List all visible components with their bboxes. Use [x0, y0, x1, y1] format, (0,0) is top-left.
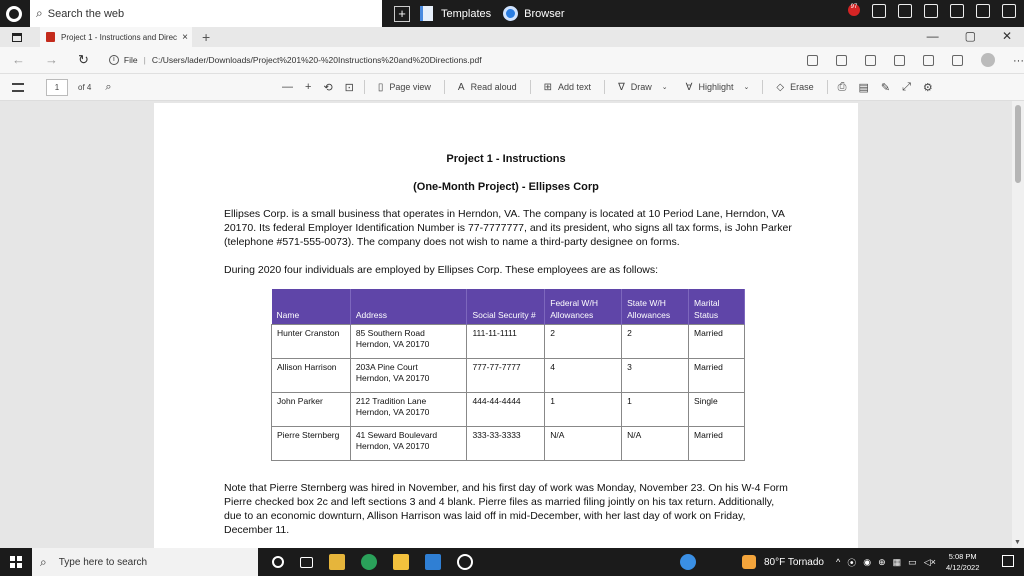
col-federal-wh: Federal W/H Allowances — [545, 289, 622, 324]
pdf-page — [154, 103, 858, 548]
add-button[interactable]: + — [394, 6, 410, 22]
trash-icon[interactable] — [976, 4, 990, 18]
weather-icon — [742, 555, 756, 569]
add-text-button[interactable] — [535, 82, 600, 93]
search-icon: ⌕ — [40, 554, 47, 569]
employee-ssn: 777-77-7777 — [467, 358, 545, 392]
employee-ssn: 444-44-4444 — [467, 392, 545, 426]
tray-chrome-icon[interactable]: ◉ — [863, 556, 872, 567]
toolbar-separator — [530, 80, 531, 94]
employee-state-wh: N/A — [622, 426, 689, 460]
window-menu-icon[interactable] — [12, 33, 22, 42]
table-row — [272, 426, 745, 460]
zoom-in-button[interactable]: + — [305, 81, 312, 93]
favorite-icon[interactable] — [807, 55, 818, 66]
table-of-contents-icon[interactable] — [12, 83, 24, 92]
web-search-box[interactable] — [30, 0, 382, 27]
chevron-up-icon[interactable]: ^ — [836, 557, 841, 567]
employee-address — [350, 358, 467, 392]
task-view-icon[interactable] — [300, 557, 313, 568]
collections-icon[interactable] — [923, 55, 934, 66]
address-icons — [807, 53, 1024, 67]
table-row — [272, 324, 745, 358]
browser-label: Browser — [524, 7, 565, 20]
pdf-icon — [46, 32, 55, 42]
employees-intro: During 2020 four individuals are employed by Ellipses Corp. These employees are as follows: — [224, 264, 659, 276]
page-subtitle: (One-Month Project) - Ellipses Corp — [413, 181, 599, 193]
employee-federal-wh: 1 — [545, 392, 622, 426]
table-row — [272, 358, 745, 392]
info-icon[interactable]: i — [109, 55, 119, 65]
scheme-label: File — [123, 55, 138, 65]
forward-icon[interactable]: → — [45, 52, 58, 67]
erase-button[interactable] — [767, 82, 822, 93]
reading-view-icon[interactable] — [836, 55, 847, 66]
more-icon[interactable]: ··· — [1013, 54, 1024, 67]
tab-close-icon[interactable]: × — [182, 31, 188, 43]
windows-icon — [10, 556, 22, 568]
page-number-input[interactable]: 1 — [46, 79, 68, 96]
add-text-icon: ⊞ — [543, 81, 553, 93]
window-controls — [927, 29, 1012, 43]
help-icon[interactable] — [680, 554, 696, 570]
address-line: Herndon, VA 20170 — [355, 440, 430, 451]
system-tray — [836, 556, 936, 569]
edge-icon[interactable] — [361, 554, 377, 570]
pdf-viewer[interactable] — [0, 101, 1012, 548]
employee-address — [350, 392, 467, 426]
employee-ssn: 111-11-1111 — [467, 324, 545, 358]
col-address: Address — [350, 289, 467, 324]
mail-icon[interactable] — [425, 554, 441, 570]
toolbar-separator — [762, 80, 763, 94]
url-text[interactable]: C:/Users/lader/Downloads/Project%201%20-%20Instructions%20and%20Directions.pdf — [151, 55, 482, 65]
col-marital: Marital Status — [689, 289, 745, 324]
minimize-button[interactable]: — — [926, 29, 939, 43]
battery-icon[interactable]: ▭ — [908, 556, 917, 567]
notification-center-icon[interactable] — [1002, 555, 1014, 567]
notes-paragraph: Note that Pierre Sternberg was hired in November, and his first day of work was Monday, November 23. On his W-4 Form Pierre checked box 2c and left sections 3 and 4 blank. Pierre files as married filing jointly on his tax return. Additionally, due to an economic downturn, Allison Harrison was laid off in mid-December, with her last day of work on Friday, December 11. — [224, 482, 788, 536]
draw-label: Draw — [630, 82, 652, 92]
file-explorer-icon[interactable] — [329, 554, 345, 570]
back-icon[interactable]: ← — [12, 52, 25, 67]
highlight-chevron-down-icon[interactable]: ⌄ — [743, 84, 750, 91]
find-icon[interactable]: ⌕ — [105, 80, 112, 93]
taskbar-apps — [272, 554, 473, 570]
cortana-icon[interactable] — [272, 556, 284, 568]
fit-page-icon[interactable]: ⊡ — [344, 81, 354, 94]
draw-button[interactable] — [609, 82, 677, 93]
more-vertical-icon[interactable] — [1002, 4, 1016, 18]
microphone-icon[interactable] — [898, 4, 912, 18]
toolbar-separator — [604, 80, 605, 94]
favorites-bar-icon[interactable] — [894, 55, 905, 66]
expand-icon[interactable]: ⤢ — [902, 80, 911, 93]
employee-address — [350, 324, 467, 358]
download-icon[interactable] — [952, 55, 963, 66]
employee-ssn: 333-33-3333 — [467, 426, 545, 460]
clipboard-icon[interactable] — [950, 4, 964, 18]
employee-table — [271, 289, 745, 461]
pdf-toolbar — [0, 74, 1024, 101]
address-line: Herndon, VA 20170 — [355, 338, 430, 349]
opera-logo-icon[interactable] — [6, 6, 22, 22]
notification-badge[interactable]: 97 — [848, 4, 860, 16]
address-line: 85 Southern Road — [355, 327, 425, 338]
restore-button[interactable]: ▢ — [964, 29, 976, 43]
tab-strip — [0, 27, 1024, 47]
address-line: 41 Seward Boulevard — [355, 429, 438, 440]
toolbar-separator — [827, 80, 828, 94]
col-name: Name — [272, 289, 351, 324]
scrollbar-thumb[interactable] — [1015, 105, 1021, 183]
employee-federal-wh: 4 — [545, 358, 622, 392]
tab-title: Project 1 - Instructions and Direc — [61, 32, 178, 42]
col-state-wh: State W/H Allowances — [622, 289, 689, 324]
employee-state-wh: 2 — [622, 324, 689, 358]
save-icon[interactable]: ▤ — [858, 81, 869, 94]
employee-marital: Single — [689, 392, 745, 426]
address-bar[interactable] — [109, 50, 797, 70]
tray-teams-icon[interactable]: ⊕ — [878, 556, 886, 567]
vertical-scrollbar[interactable] — [1012, 101, 1024, 548]
highlight-icon: ∀ — [685, 81, 693, 93]
employee-marital: Married — [689, 324, 745, 358]
tray-app-icon[interactable]: ⦿ — [847, 557, 857, 568]
top-tray — [848, 4, 1016, 18]
network-icon[interactable]: ▦ — [892, 556, 902, 567]
intro-paragraph: Ellipses Corp. is a small business that operates in Herndon, VA. The company is located at 10 Period Lane, Herndon, VA 20170. Its federal Employer Identification Number is 77-7777777, and its president, who signs all tax forms, is John Parker (telephone #571-555-0073). The company does not wish to name a third-party designee on forms. — [224, 208, 792, 248]
templates-button[interactable] — [420, 6, 491, 21]
volume-icon[interactable]: ◁× — [923, 556, 936, 567]
address-bar-row — [0, 47, 1024, 74]
draw-icon: ∇ — [618, 81, 625, 93]
templates-label: Templates — [441, 7, 492, 20]
weather-text: 80°F Tornado — [764, 556, 824, 568]
tab-pdf[interactable] — [40, 27, 192, 47]
taskbar-search[interactable] — [32, 548, 258, 576]
highlight-button[interactable] — [677, 82, 759, 93]
address-line: Herndon, VA 20170 — [355, 406, 430, 417]
toolbar-separator — [444, 80, 445, 94]
reload-icon[interactable]: ↻ — [78, 52, 89, 67]
browser-icon — [503, 6, 518, 21]
settings-icon[interactable]: ⚙ — [922, 81, 933, 94]
browser-button[interactable] — [503, 6, 564, 21]
erase-label: Erase — [790, 82, 814, 92]
employee-state-wh: 3 — [622, 358, 689, 392]
taskbar — [0, 548, 1024, 576]
add-text-label: Add text — [558, 82, 592, 92]
employee-name: Allison Harrison — [272, 358, 351, 392]
print-icon[interactable]: ⎙ — [837, 80, 847, 93]
folder-icon[interactable] — [924, 4, 938, 18]
save-as-icon[interactable]: ✎ — [880, 81, 891, 94]
nav-buttons — [12, 52, 89, 68]
address-line: Herndon, VA 20170 — [355, 372, 430, 383]
address-separator: | — [143, 55, 146, 65]
employee-address — [350, 426, 467, 460]
store-icon[interactable] — [393, 554, 409, 570]
read-aloud-button[interactable] — [449, 82, 526, 93]
erase-icon: ◇ — [776, 81, 785, 93]
employee-marital: Married — [689, 358, 745, 392]
toolbar-separator — [364, 80, 365, 94]
close-window-button[interactable]: ✕ — [1001, 29, 1012, 43]
taskbar-search-placeholder: Type here to search — [58, 556, 148, 568]
pdf-toolbar-actions — [276, 80, 939, 94]
read-aloud-icon: A — [457, 81, 465, 93]
employee-state-wh: 1 — [622, 392, 689, 426]
top-search-bar — [0, 0, 1024, 27]
clock-date: 4/12/2022 — [946, 563, 980, 572]
opera-taskbar-icon[interactable] — [457, 554, 473, 570]
table-row — [272, 392, 745, 426]
employee-federal-wh: N/A — [545, 426, 622, 460]
employee-federal-wh: 2 — [545, 324, 622, 358]
col-ssn: Social Security # — [467, 289, 545, 324]
new-tab-button[interactable]: + — [202, 29, 211, 45]
employee-name: John Parker — [272, 392, 351, 426]
start-button[interactable] — [0, 548, 32, 576]
address-line: 212 Tradition Lane — [355, 395, 427, 406]
snip-icon[interactable] — [872, 4, 886, 18]
weather-widget[interactable] — [742, 555, 824, 569]
employee-marital: Married — [689, 426, 745, 460]
employee-name: Hunter Cranston — [272, 324, 351, 358]
page-title: Project 1 - Instructions — [446, 153, 566, 165]
avatar[interactable] — [981, 53, 995, 67]
page-view-button[interactable] — [369, 82, 440, 93]
page-count: of 4 — [78, 82, 92, 92]
read-aloud-label: Read aloud — [470, 82, 517, 92]
extensions-icon[interactable] — [865, 55, 876, 66]
address-line: 203A Pine Court — [355, 361, 418, 372]
templates-icon — [420, 6, 433, 21]
zoom-out-button[interactable]: — — [282, 81, 293, 93]
highlight-label: Highlight — [698, 82, 734, 92]
web-search-placeholder: Search the web — [47, 7, 125, 20]
search-icon: ⌕ — [36, 6, 43, 20]
clock[interactable] — [946, 551, 979, 573]
scroll-down-icon[interactable]: ▼ — [1014, 539, 1021, 546]
draw-chevron-down-icon[interactable]: ⌄ — [661, 84, 668, 91]
page-view-icon: ▯ — [377, 81, 384, 93]
rotate-icon[interactable]: ⟲ — [323, 81, 333, 94]
page-view-label: Page view — [389, 82, 431, 92]
clock-time: 5:08 PM — [948, 552, 977, 561]
table-header-row — [272, 289, 745, 324]
employee-name: Pierre Sternberg — [272, 426, 351, 460]
